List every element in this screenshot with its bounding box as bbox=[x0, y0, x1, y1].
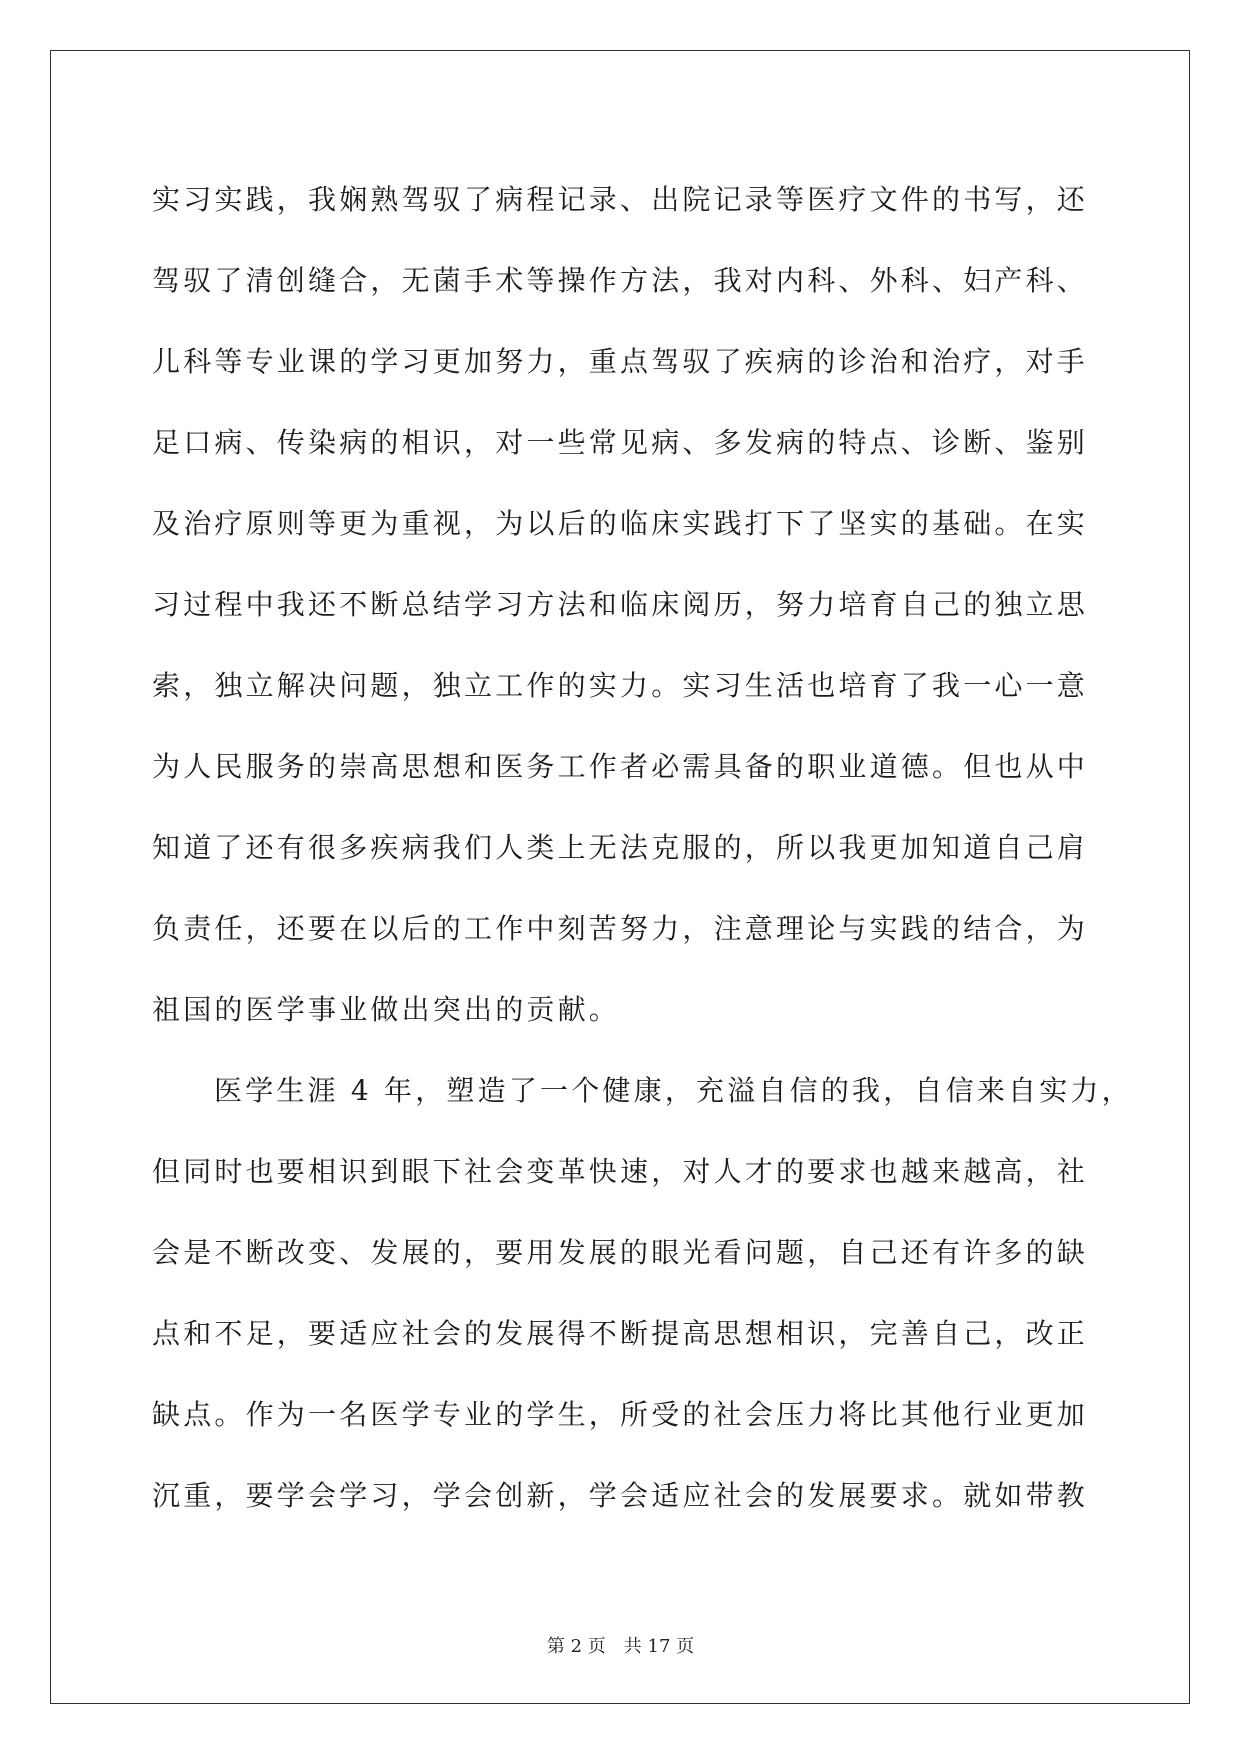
text-line: 祖国的医学事业做出突出的贡献。 bbox=[152, 993, 621, 1026]
text-line: 驾驭了清创缝合，无菌手术等操作方法，我对内科、外科、妇产科、 bbox=[152, 264, 1089, 297]
text-line: 实习实践，我娴熟驾驭了病程记录、出院记录等医疗文件的书写，还 bbox=[152, 183, 1089, 216]
text-line: 及治疗原则等更为重视，为以后的临床实践打下了坚实的基础。在实 bbox=[152, 507, 1089, 540]
text-line: 会是不断改变、发展的，要用发展的眼光看问题，自己还有许多的缺 bbox=[152, 1236, 1089, 1269]
text-line: 为人民服务的崇高思想和医务工作者必需具备的职业道德。但也从中 bbox=[152, 750, 1089, 783]
text-line: 足口病、传染病的相识，对一些常见病、多发病的特点、诊断、鉴别 bbox=[152, 426, 1089, 459]
text-line: 点和不足，要适应社会的发展得不断提高思想相识，完善自己，改正 bbox=[152, 1317, 1089, 1350]
text-line: 知道了还有很多疾病我们人类上无法克服的，所以我更加知道自己肩 bbox=[152, 831, 1089, 864]
page-number-footer: 第 2 页 共 17 页 bbox=[546, 1636, 695, 1657]
text-line: 负责任，还要在以后的工作中刻苦努力，注意理论与实践的结合，为 bbox=[152, 912, 1089, 945]
paragraph-start-line: 医学生涯 4 年，塑造了一个健康，充溢自信的我，自信来自实力， bbox=[214, 1074, 1133, 1107]
text-line: 但同时也要相识到眼下社会变革快速，对人才的要求也越来越高，社 bbox=[152, 1155, 1089, 1188]
text-line: 索，独立解决问题，独立工作的实力。实习生活也培育了我一心一意 bbox=[152, 669, 1089, 702]
text-line: 习过程中我还不断总结学习方法和临床阅历，努力培育自己的独立思 bbox=[152, 588, 1089, 621]
text-line: 沉重，要学会学习，学会创新，学会适应社会的发展要求。就如带教 bbox=[152, 1479, 1089, 1512]
text-line: 儿科等专业课的学习更加努力，重点驾驭了疾病的诊治和治疗，对手 bbox=[152, 345, 1089, 378]
text-line: 缺点。作为一名医学专业的学生，所受的社会压力将比其他行业更加 bbox=[152, 1398, 1089, 1431]
document-body bbox=[152, 159, 1133, 1536]
